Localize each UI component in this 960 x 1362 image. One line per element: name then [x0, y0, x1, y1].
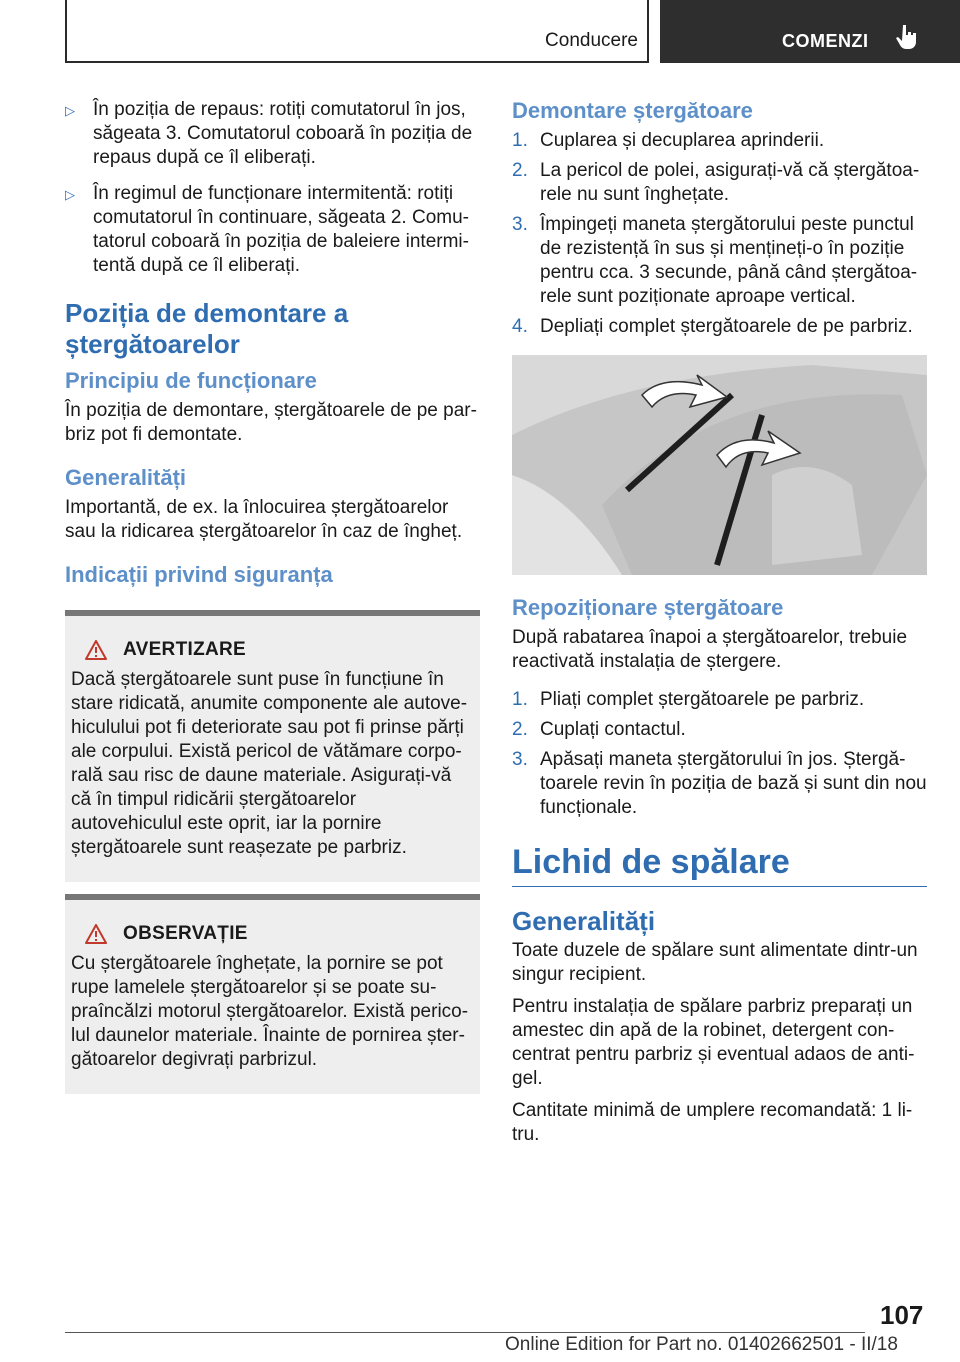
notice-box: [65, 894, 480, 1094]
heading-demontare-position: Poziția de demontare a ștergătoarelor: [65, 298, 349, 359]
footer-edition: Online Edition for Part no. 01402662501 - II/18: [505, 1334, 898, 1355]
warning-box: [65, 610, 480, 882]
list-item: 2. La pericol de polei, asigurați-vă că ștergătoarele nu sunt înghețate.: [512, 160, 920, 205]
triangle-bullet-icon: ▷: [65, 103, 75, 118]
list-item: ▷ În regimul de funcționare intermitentă: rotiți comutatorul în continuare, săgeata 2. Comutatorul coboară în poziția de baleiere intermitentă după ce îl eliberați.: [65, 183, 469, 276]
warning-triangle-icon: [85, 924, 107, 944]
list-item: 2. Cuplați contactul.: [512, 719, 686, 740]
heading-siguranta: Indicații privind siguranța: [65, 562, 333, 587]
heading-generalitati: Generalități: [65, 465, 187, 490]
left-column: [65, 98, 480, 1106]
footer-divider: [65, 1332, 865, 1333]
wiper-illustration: [512, 355, 927, 575]
heading-lichid-spalare: Lichid de spălare: [512, 842, 927, 887]
list-item: 4. Depliați complet ștergătoarele de pe parbriz.: [512, 316, 913, 337]
paragraph-amestec: Pentru instalația de spălare parbriz preparați un amestec din apă de la robinet, detergent concentrat pentru parbriz și eventual adaos de antigel.: [512, 996, 915, 1089]
heading-principiu: Principiu de funcționare: [65, 368, 317, 393]
heading-generalitati-right: Generalități: [512, 906, 656, 936]
warning-text: Dacă ștergătoarele sunt puse în funcțiune în stare ridicată, anumite componente ale autovehiculului pot fi deteriorate sau pot fi prinse părți ale corpului. Există pericol de vătămare corporală sau risc de daune materiale. Asigurați-vă că în timpul ridicării ștergătoarelor autovehiculul este oprit, iar la pornire ștergătoarele sunt reașezate pe parbriz.: [71, 669, 468, 858]
list-item: 1. Pliați complet ștergătoarele pe parbriz.: [512, 689, 865, 710]
heading-demontare-stergatoare: Demontare ștergătoare: [512, 98, 753, 123]
list-item: ▷ În poziția de repaus: rotiți comutatorul în jos, săgeata 3. Comutatorul coboară în poziția de repaus după ce îl eliberați.: [65, 99, 473, 168]
warning-label: AVERTIZARE: [123, 639, 246, 660]
paragraph-duze: Toate duzele de spălare sunt alimentate dintr-un singur recipient.: [512, 940, 918, 985]
right-column: [512, 98, 927, 1155]
header-section-title: Conducere: [545, 30, 638, 51]
notice-text: Cu ștergătoarele înghețate, la pornire se pot rupe lamelele ștergătoarelor și se poate supraîncălzi motorul ștergătoarelor. Există pericolul daunelor materiale. Înainte de pornirea ștergătoarelor degivrați parbrizul.: [71, 953, 469, 1070]
paragraph-cantitate: Cantitate minimă de umplere recomandată: 1 litru.: [512, 1100, 913, 1145]
notice-label: OBSERVAȚIE: [123, 923, 248, 944]
page-number: 107: [880, 1300, 924, 1330]
warning-triangle-icon: [85, 640, 107, 660]
pointing-hand-icon: [896, 24, 918, 50]
paragraph-principiu: În poziția de demontare, ștergătoarele de pe parbriz pot fi demontate.: [65, 400, 477, 445]
header-chapter-tab: [660, 0, 960, 63]
triangle-bullet-icon: ▷: [65, 187, 75, 202]
list-item: 3. Împingeți maneta ștergătorului peste punctul de rezistență în sus și mențineți-o în poziție pentru cca. 3 secunde, până când ștergătoarele sunt poziționate aproape vertical.: [512, 214, 918, 307]
heading-repozitionare: Repoziționare ștergătoare: [512, 595, 784, 620]
header-chapter-title: COMENZI: [782, 31, 869, 51]
paragraph-repozitionare: După rabatarea înapoi a ștergătoarelor, trebuie reactivată instalația de ștergere.: [512, 627, 908, 672]
paragraph-generalitati: Importantă, de ex. la înlocuirea ștergătoarelor sau la ridicarea ștergătoarelor în caz de îngheț.: [65, 497, 463, 542]
list-item: 1. Cuplarea și decuplarea aprinderii.: [512, 130, 825, 151]
list-item: 3. Apăsați maneta ștergătorului în jos. Ștergătoarele revin în poziția de bază și sunt din nou funcționale.: [512, 749, 927, 818]
